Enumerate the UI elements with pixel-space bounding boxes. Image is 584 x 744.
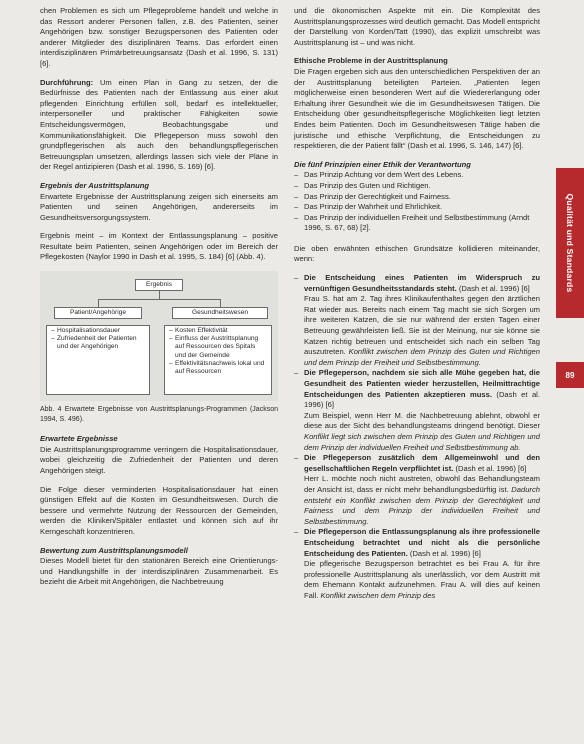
diagram-list-item: – Hospitalisationsdauer — [51, 327, 145, 335]
list-item-text: Frau S. hat am 2. Tag ihres Klinikaufenthaltes gegen den ärztlichen Rat wieder aus. Bereits nach einem Tag macht sie sich Sorgen um ihre weiteren Katzen, die sie nur während der ersten Tagen einer Betreuung gewährleisten ließ. Sie ist der Meinung, nur sie könne sie Katzen richtig betreuen und entscheidet sich nach ein selben Tag auszutreten. — [304, 294, 540, 357]
list-item-text: Herr L. möchte noch nicht austreten, obwohl das Behandlungsteam der Ansicht ist, dass er nicht mehr behandlungsbedürftig ist. — [304, 474, 540, 494]
figure-caption: Abb. 4 Erwartete Ergebnisse von Austrittsplanungs-Programmen (Jackson 1994, S. 496). — [40, 406, 278, 423]
list-item — [294, 273, 540, 368]
paragraph: Die Austrittsplanungsprogramme verringern die Hospitalisationsdauer, wobei gleichzeitig die Zufriedenheit der Patienten und deren Angehörigen steigt. — [40, 444, 278, 476]
conflict-list — [294, 273, 540, 601]
diagram-list-item: – Kosten Effektivität — [169, 327, 267, 335]
diagram-list-item: – Effektivitätsnachweis lokal und auf Ressourcen — [169, 360, 267, 376]
left-column — [40, 6, 278, 596]
paragraph: und die ökonomischen Aspekte mit ein. Die Komplexität des Austrittsplanungsprozesses wird deutlich gemacht. Das Modell entspricht der Darstellung von Korden/Tatt (1990), das explizit umschreibt was Austrittsplanung ist – und was nicht. — [294, 6, 540, 47]
chapter-side-tab — [556, 168, 584, 318]
diagram-list-item: – Einfluss der Austrittsplanung auf Ressourcen des Spitals und der Gemeinde — [169, 335, 267, 360]
diagram-list-patient — [46, 325, 150, 395]
list-item-citation: (Dash et al. 1996) [6] — [304, 389, 540, 410]
section-heading: Ergebnis der Austrittsplanung — [40, 180, 149, 190]
chapter-tab-label: Qualität und Standards — [565, 193, 575, 293]
right-column — [294, 6, 540, 607]
list-item-conflict: Dadurch entsteht ein Konflikt zwischen dem Prinzip der Gerechtigkeit und Fairness und dem Prinzip der individuellen Freiheit und Selbstbestimmung. — [304, 484, 540, 526]
diagram-box-ergebnis: Ergebnis — [135, 279, 183, 291]
principles-list — [294, 170, 540, 234]
page-number: 89 — [556, 362, 584, 388]
diagram-list-item: – Zufriedenheit der Patienten und der Angehörigen — [51, 335, 145, 351]
list-item-title: Die Pflegeperson die Entlassungsplanung als ihre professionelle Entscheidung betrachtet und nicht als die persönliche Entscheidung des Patienten. — [304, 527, 540, 558]
diagram-list-gesundheitswesen — [164, 325, 272, 395]
list-item: – Das Prinzip Achtung vor dem Wert des Lebens. — [294, 170, 540, 181]
diagram-connector — [98, 299, 220, 300]
list-item-title: Die Entscheidung eines Patienten im Widerspruch zu vernünftigen Gesundheitsstandards steht. — [304, 273, 540, 293]
list-item-citation: (Dash et al. 1996) [6] — [456, 283, 530, 293]
list-item-title: Die Pflegeperson, nachdem sie sich alle Mühe gegeben hat, die Gesundheit des Patienten wieder herzustellen, Heilmittrachtige Entscheidungen des Patienten akzeptieren muss. — [304, 368, 540, 399]
paragraph-text: Um einen Plan in Gang zu setzen, der die Bedürfnisse des Patienten nach der Entlassung aus einer akut pflegenden Einrichtung erfüllen soll, bedarf es intellektueller, interpersoneller und praktischer Fähigkeiten sowie Entscheidungsvermögen, Beobachtungsgabe und Kommunikationsfähigkeit. Die Pflegeperson muss sowohl den grundpflegerischen als auch den behandlungspflegerischen Betreuungsplan umsetzen, allerdings lassen sich viele der Pläne in der Regel antizipieren (Dash et al. 1996, S. 169) [6]. — [40, 77, 278, 172]
section-heading: Erwartete Ergebnisse — [40, 434, 118, 444]
diagram-connector — [220, 299, 221, 307]
paragraph — [40, 78, 278, 173]
section-heading: Bewertung zum Austrittsplanungsmodell — [40, 545, 188, 555]
paragraph: Die Folge dieser verminderten Hospitalisationsdauer hat einen günstigen Effekt auf die Kosten im Gesundheitswesen. Durch die bessere und vermehrte Nutzung der Ressourcen der Gemeinden, werden die Kliniken/Spitäler entlastet und können sich auf ihr Kerngeschäft konzentrieren. — [40, 484, 278, 536]
list-item-title: Die Pflegeperson zusätzlich dem Allgemeinwohl und den gesellschaftlichen Regeln verpflichtet ist. — [304, 453, 540, 473]
list-item-citation: (Dash et al. 1996) [6] — [407, 548, 481, 558]
diagram-connector — [159, 291, 160, 299]
list-item: – Das Prinzip des Guten und Richtigen. — [294, 181, 540, 192]
list-item-citation: (Dash et al. 1996) [6] — [453, 463, 527, 473]
diagram-box-gesundheitswesen: Gesundheitswesen — [172, 307, 268, 319]
list-item-conflict: Konflikt liegt sich zwischen dem Prinzip des Guten und Richtigen und dem Prinzip der individuellen Freiheit und Selbstbestimmung ab. — [304, 431, 540, 452]
outcome-diagram — [40, 271, 278, 401]
paragraph: Dieses Modell bietet für den stationären Bereich eine Orientierungs- und Handlungshilfe in der interdisziplinären Zusammenarbeit. Es bezieht die Arbeit mit Angehörigen, die Nachbetreuung — [40, 556, 278, 587]
list-item-conflict: Konflikt zwischen dem Prinzip des — [318, 590, 436, 600]
run-in-label: Durchführung: — [40, 77, 94, 87]
paragraph: chen Problemen es sich um Pflegeprobleme handelt und welche in das Ressort anderer Personen fallen, z.B. des Patienten, seiner Angehörigen bzw. sonstiger Bezugspersonen des Patienten oder anderer Mitglieder des disziplinären Teams. Das erfordert einen interdisziplinären Primärbetreuungsansatz (Dash et al. 1996, S. 131) [6]. — [40, 6, 278, 68]
list-item: – Das Prinzip der Gerechtigkeit und Fairness. — [294, 192, 540, 203]
list-item — [294, 453, 540, 527]
list-item — [294, 368, 540, 453]
diagram-connector — [98, 299, 99, 307]
list-item-text: Die pflegerische Bezugsperson betrachtet es bei Frau A. für ihre professionelle Austrittsplanung als unerlässlich, vor dem Austritt mit dem Ehemann Kontakt aufzunehmen. Frau A. will dies auf keinen Fall. — [304, 559, 540, 600]
list-item-conflict: Konflikt zwischen dem Prinzip des Guten und Richtigen und dem Prinzip der Freiheit und Selbstbestimmung. — [304, 347, 540, 367]
paragraph: Die Fragen ergeben sich aus den unterschiedlichen Perspektiven der an der Austrittsplanung beteiligten Parteien. „Patienten legen möglicherweise einen besonderen Wert auf die Wiedererlangung oder Erhaltung ihrer Gesundheit wie die im Gesundheitswesen Tätigen. Die Entscheidung über gesundheitspflegerische Möglichkeiten liegt letzten Endes beim Patienten. Doch im Gesundheitswesen Tätige haben die juristische und ethische Verpflichtung, die Entscheidungen zu respektieren, die der Patient fällt“ (Dash et al. 1996, S. 146, 147) [6]. — [294, 66, 540, 151]
list-item: – Das Prinzip der individuellen Freiheit und Selbstbestimmung (Arndt 1996, S. 67, 68) [2]. — [294, 213, 540, 234]
diagram-box-patient: Patient/Angehörige — [54, 307, 142, 319]
list-item-text: Zum Beispiel, wenn Herr M. die Nachbetreuung ablehnt, obwohl er diese aus der Sicht des behandlungsteams dringend benötigt. Dieser — [304, 410, 540, 431]
paragraph: Ergebnis meint – im Kontext der Entlassungsplanung – positive Resultate beim Patienten, seinen Angehörigen oder im Bereich der Pflegekosten (Naylor 1990 in Dash et al. 1995, S. 184) [6] (Abb. 4). — [40, 231, 278, 262]
paragraph: Erwartete Ergebnisse der Austrittsplanung zeigen sich einerseits am Patienten und seinen Angehörigen, andererseits im Gesundheitsversorgungssystem. — [40, 191, 278, 222]
paragraph: Die oben erwähnten ethischen Grundsätze kollidieren miteinander, wenn: — [294, 243, 540, 264]
list-item: – Das Prinzip der Wahrheit und Ehrlichkeit. — [294, 202, 540, 213]
list-item — [294, 527, 540, 601]
section-heading: Die fünf Prinzipien einer Ethik der Verantwortung — [294, 159, 471, 169]
section-heading: Ethische Probleme in der Austrittsplanung — [294, 56, 448, 66]
